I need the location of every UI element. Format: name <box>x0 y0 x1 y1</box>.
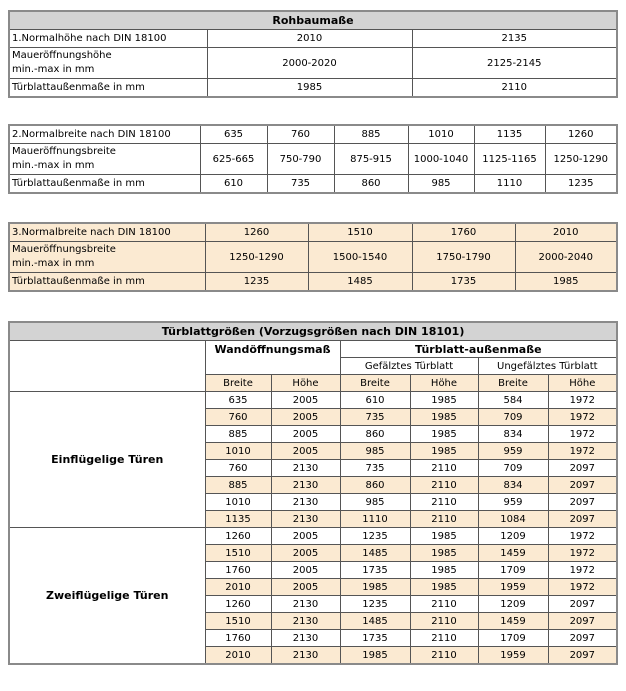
cell: 2005 <box>271 392 340 409</box>
rohbaumasse-title: Rohbaumaße <box>9 11 617 30</box>
cell: 1459 <box>478 545 548 562</box>
cell: 1959 <box>478 647 548 665</box>
cell: 1735 <box>340 562 410 579</box>
cell: 2125-2145 <box>412 48 617 79</box>
cell: 1959 <box>478 579 548 596</box>
cell: 1760 <box>205 630 271 647</box>
cell: 1750-1790 <box>412 242 515 273</box>
cell: 2110 <box>412 79 617 98</box>
cell: 2005 <box>271 545 340 562</box>
cell: 1972 <box>548 579 617 596</box>
cell: 760 <box>205 409 271 426</box>
tuerblatt-title: Türblattgrößen (Vorzugsgrößen nach DIN 18101) <box>9 322 617 341</box>
cell: 2110 <box>410 613 478 630</box>
col-header: Höhe <box>271 375 340 392</box>
cell: 1110 <box>340 511 410 528</box>
group-label-zweifluegelig: Zweiflügelige Türen <box>9 528 205 665</box>
cell: 2110 <box>410 647 478 665</box>
cell: 1972 <box>548 562 617 579</box>
cell: 1985 <box>410 443 478 460</box>
cell: 1485 <box>340 613 410 630</box>
table-row <box>9 223 617 242</box>
cell: 1209 <box>478 596 548 613</box>
aussenmasse-header: Türblatt-außenmaße <box>340 341 617 358</box>
cell: 1260 <box>205 223 308 242</box>
cell: 2130 <box>271 613 340 630</box>
cell: 2010 <box>515 223 617 242</box>
cell: 2130 <box>271 494 340 511</box>
cell: 2130 <box>271 477 340 494</box>
table-row <box>9 48 617 79</box>
cell: 2110 <box>410 511 478 528</box>
cell: 1985 <box>410 579 478 596</box>
col-header: Höhe <box>548 375 617 392</box>
cell: 1500-1540 <box>308 242 412 273</box>
cell: 1250-1290 <box>545 144 617 175</box>
cell: 1760 <box>412 223 515 242</box>
table-row <box>9 125 617 144</box>
cell: 1972 <box>548 443 617 460</box>
cell: 1010 <box>205 494 271 511</box>
cell: 635 <box>200 125 267 144</box>
cell: 2097 <box>548 647 617 665</box>
cell: 885 <box>205 477 271 494</box>
cell: 2097 <box>548 460 617 477</box>
cell: 2010 <box>205 647 271 665</box>
cell: 584 <box>478 392 548 409</box>
row-label: 1.Normalhöhe nach DIN 18100 <box>9 30 207 48</box>
cell: 860 <box>340 477 410 494</box>
tuerblattgroessen-table <box>8 321 618 665</box>
table-row <box>9 273 617 292</box>
table-row <box>9 144 617 175</box>
cell: 735 <box>267 175 334 194</box>
cell: 1972 <box>548 545 617 562</box>
cell: 2005 <box>271 426 340 443</box>
cell: 1985 <box>340 647 410 665</box>
table-row <box>9 392 617 409</box>
cell: 2110 <box>410 494 478 511</box>
cell: 2010 <box>205 579 271 596</box>
cell: 2097 <box>548 613 617 630</box>
cell: 1985 <box>410 409 478 426</box>
table-row <box>9 79 617 98</box>
cell: 1485 <box>340 545 410 562</box>
cell: 760 <box>205 460 271 477</box>
cell: 2097 <box>548 511 617 528</box>
cell: 1510 <box>205 613 271 630</box>
cell: 1110 <box>474 175 545 194</box>
cell: 985 <box>340 494 410 511</box>
normalbreite-3-table <box>8 222 618 292</box>
cell: 1972 <box>548 528 617 545</box>
cell: 1760 <box>205 562 271 579</box>
table-row <box>9 30 617 48</box>
cell: 709 <box>478 460 548 477</box>
cell: 2010 <box>207 30 412 48</box>
cell: 1235 <box>340 596 410 613</box>
cell: 1235 <box>545 175 617 194</box>
cell: 2130 <box>271 647 340 665</box>
cell: 885 <box>205 426 271 443</box>
cell: 2097 <box>548 494 617 511</box>
cell: 1235 <box>340 528 410 545</box>
row-label: 2.Normalbreite nach DIN 18100 <box>9 125 200 144</box>
table-row <box>9 528 617 545</box>
cell: 735 <box>340 409 410 426</box>
cell: 2130 <box>271 630 340 647</box>
cell: 2135 <box>412 30 617 48</box>
row-label: Türblattaußenmaße in mm <box>9 79 207 98</box>
cell: 1985 <box>410 426 478 443</box>
cell: 735 <box>340 460 410 477</box>
rohbaumasse-table <box>8 10 618 98</box>
cell: 2097 <box>548 477 617 494</box>
cell: 1135 <box>474 125 545 144</box>
group-label-einfluegelig: Einflügelige Türen <box>9 392 205 528</box>
cell: 1735 <box>340 630 410 647</box>
cell: 1010 <box>205 443 271 460</box>
empty-corner-cell <box>9 341 205 392</box>
cell: 2005 <box>271 562 340 579</box>
cell: 1735 <box>412 273 515 292</box>
cell: 860 <box>334 175 408 194</box>
col-header: Höhe <box>410 375 478 392</box>
cell: 985 <box>340 443 410 460</box>
cell: 1485 <box>308 273 412 292</box>
col-header: Breite <box>478 375 548 392</box>
cell: 610 <box>200 175 267 194</box>
cell: 1985 <box>515 273 617 292</box>
col-header: Breite <box>340 375 410 392</box>
row-label: Maueröffnungshöhe min.-max in mm <box>9 48 207 79</box>
cell: 834 <box>478 477 548 494</box>
cell: 1459 <box>478 613 548 630</box>
cell: 2130 <box>271 511 340 528</box>
cell: 2005 <box>271 528 340 545</box>
cell: 860 <box>340 426 410 443</box>
cell: 959 <box>478 494 548 511</box>
cell: 750-790 <box>267 144 334 175</box>
cell: 1209 <box>478 528 548 545</box>
cell: 1125-1165 <box>474 144 545 175</box>
cell: 2110 <box>410 630 478 647</box>
cell: 1985 <box>410 545 478 562</box>
cell: 1985 <box>410 562 478 579</box>
cell: 610 <box>340 392 410 409</box>
normalbreite-2-table <box>8 124 618 194</box>
cell: 1010 <box>408 125 474 144</box>
gefalzt-header: Gefälztes Türblatt <box>340 358 478 375</box>
cell: 1260 <box>205 528 271 545</box>
row-label: Maueröffnungsbreite min.-max in mm <box>9 144 200 175</box>
cell: 1709 <box>478 630 548 647</box>
row-label: 3.Normalbreite nach DIN 18100 <box>9 223 205 242</box>
cell: 885 <box>334 125 408 144</box>
cell: 1260 <box>205 596 271 613</box>
cell: 1985 <box>340 579 410 596</box>
row-label: Türblattaußenmaße in mm <box>9 175 200 194</box>
cell: 1135 <box>205 511 271 528</box>
cell: 2097 <box>548 596 617 613</box>
cell: 1972 <box>548 392 617 409</box>
cell: 2005 <box>271 443 340 460</box>
cell: 1235 <box>205 273 308 292</box>
row-label: Türblattaußenmaße in mm <box>9 273 205 292</box>
cell: 2097 <box>548 630 617 647</box>
cell: 1510 <box>205 545 271 562</box>
cell: 1985 <box>410 528 478 545</box>
wandoeffnung-header: Wandöffnungsmaß <box>205 341 340 375</box>
cell: 625-665 <box>200 144 267 175</box>
table-row <box>9 175 617 194</box>
cell: 2000-2040 <box>515 242 617 273</box>
cell: 2130 <box>271 596 340 613</box>
cell: 1972 <box>548 409 617 426</box>
cell: 1972 <box>548 426 617 443</box>
cell: 1084 <box>478 511 548 528</box>
cell: 1000-1040 <box>408 144 474 175</box>
col-header: Breite <box>205 375 271 392</box>
cell: 1510 <box>308 223 412 242</box>
cell: 1250-1290 <box>205 242 308 273</box>
ungefalzt-header: Ungefälztes Türblatt <box>478 358 617 375</box>
cell: 2130 <box>271 460 340 477</box>
cell: 2110 <box>410 477 478 494</box>
cell: 635 <box>205 392 271 409</box>
cell: 1985 <box>207 79 412 98</box>
cell: 2000-2020 <box>207 48 412 79</box>
cell: 760 <box>267 125 334 144</box>
cell: 1709 <box>478 562 548 579</box>
cell: 959 <box>478 443 548 460</box>
cell: 1260 <box>545 125 617 144</box>
cell: 2005 <box>271 409 340 426</box>
cell: 1985 <box>410 392 478 409</box>
cell: 709 <box>478 409 548 426</box>
cell: 2110 <box>410 460 478 477</box>
cell: 834 <box>478 426 548 443</box>
table-row <box>9 242 617 273</box>
cell: 985 <box>408 175 474 194</box>
cell: 2110 <box>410 596 478 613</box>
cell: 2005 <box>271 579 340 596</box>
cell: 875-915 <box>334 144 408 175</box>
row-label: Maueröffnungsbreite min.-max in mm <box>9 242 205 273</box>
